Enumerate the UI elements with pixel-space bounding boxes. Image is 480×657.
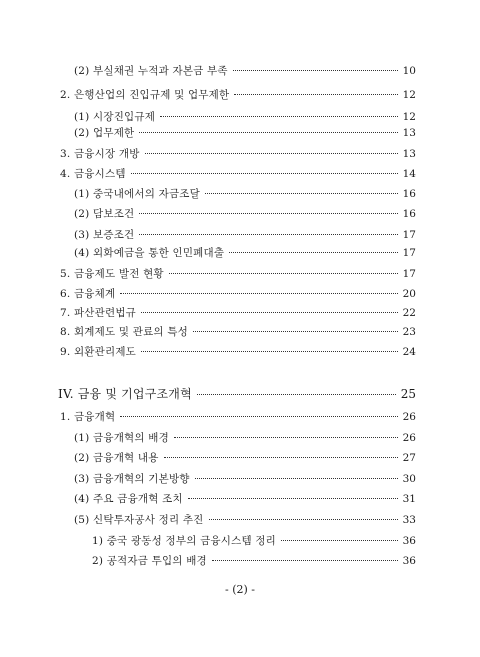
dot-leader: [193, 331, 398, 332]
toc-entry-page: 36: [402, 555, 416, 567]
dot-leader: [233, 70, 398, 71]
toc-entry: [74, 207, 416, 221]
page-number: - (2) -: [224, 583, 255, 596]
toc-entry: [60, 167, 416, 181]
toc-entry-label: (3) 보증조건: [74, 229, 135, 241]
toc-entry: [74, 110, 416, 124]
dot-leader: [141, 312, 398, 313]
toc-entry-label: 8. 회계제도 및 관료의 특성: [60, 326, 188, 338]
toc-entry: [60, 410, 416, 424]
toc-entry-label: 1) 중국 광동성 정부의 금융시스템 정리: [92, 535, 277, 547]
toc-entry-label: 2) 공적자금 투입의 배경: [92, 555, 207, 567]
toc-entry-page: 26: [402, 432, 416, 444]
toc-entry-label: 2. 은행산업의 진입규제 및 업무제한: [60, 89, 230, 101]
toc-entry-page: 16: [402, 188, 416, 200]
dot-leader: [139, 213, 397, 214]
toc-entry-label: (2) 담보조건: [74, 208, 135, 220]
toc-entry-page: 24: [402, 346, 416, 358]
toc-entry: [74, 492, 416, 506]
toc-entry-page: 12: [402, 89, 416, 101]
toc-entry-page: 17: [402, 229, 416, 241]
toc-entry-page: 17: [402, 247, 416, 259]
toc-entry: [60, 267, 416, 281]
toc-entry-label: 4. 금융시스템: [60, 168, 126, 180]
dot-leader: [164, 457, 398, 458]
dot-leader: [197, 394, 396, 395]
toc-entry-page: 10: [402, 65, 416, 77]
toc-entry-label: (1) 금융개혁의 배경: [74, 432, 169, 444]
toc-entry-label: (4) 외화예금을 통한 인민폐대출: [74, 247, 225, 259]
toc-entry-page: 33: [402, 514, 416, 526]
toc-entry-label: (2) 업무제한: [74, 127, 135, 139]
toc-entry-page: 13: [402, 127, 416, 139]
toc-entry: [74, 246, 416, 260]
dot-leader: [120, 293, 397, 294]
dot-leader: [229, 252, 397, 253]
toc-entry: [74, 431, 416, 445]
toc-entry: [60, 306, 416, 320]
toc-entry-page: 14: [402, 168, 416, 180]
toc-entry-page: 17: [402, 268, 416, 280]
toc-entry-page: 30: [402, 473, 416, 485]
toc-entry: [74, 64, 416, 78]
toc-entry: [74, 472, 416, 486]
toc-entry-page: 13: [402, 148, 416, 160]
dot-leader: [174, 437, 398, 438]
toc-entry-label: (4) 주요 금융개혁 조치: [74, 493, 183, 505]
dot-leader: [120, 416, 397, 417]
dot-leader: [281, 540, 398, 541]
dot-leader: [209, 519, 398, 520]
toc-entry-page: 16: [402, 208, 416, 220]
dot-leader: [188, 498, 398, 499]
dot-leader: [145, 153, 398, 154]
toc-entry-page: 23: [402, 326, 416, 338]
toc-entry: [74, 187, 416, 201]
toc-entry: [74, 513, 416, 527]
toc-entry: [74, 451, 416, 465]
toc-entry-label: 9. 외환관리제도: [60, 346, 137, 358]
dot-leader: [139, 132, 397, 133]
toc-entry: [74, 126, 416, 140]
toc-entry: [74, 228, 416, 242]
toc-entry: [92, 534, 416, 548]
toc-entry: [60, 345, 416, 359]
toc-entry-page: 12: [402, 111, 416, 123]
dot-leader: [131, 173, 398, 174]
toc-entry-label: (1) 중국내에서의 자금조달: [74, 188, 200, 200]
toc-entry-page: 36: [402, 535, 416, 547]
toc-entry-label: (2) 부실채권 누적과 자본금 부족: [74, 65, 228, 77]
dot-leader: [139, 234, 397, 235]
toc-entry-label: 3. 금융시장 개방: [60, 148, 140, 160]
toc-entry-page: 25: [400, 387, 416, 401]
toc-entry-label: 6. 금융체계: [60, 288, 116, 300]
dot-leader: [234, 94, 397, 95]
toc-entry: [92, 554, 416, 568]
toc-entry: [60, 88, 416, 102]
dot-leader: [195, 478, 398, 479]
toc-entry-page: 27: [402, 452, 416, 464]
toc-entry-page: 26: [402, 411, 416, 423]
toc-chapter-entry: [58, 387, 416, 401]
toc-entry: [60, 325, 416, 339]
toc-entry-label: 1. 금융개혁: [60, 411, 116, 423]
toc-entry-page: 22: [402, 307, 416, 319]
toc-entry-page: 31: [402, 493, 416, 505]
toc-entry: [60, 287, 416, 301]
dot-leader: [212, 560, 398, 561]
toc-entry-label: 5. 금융제도 발전 현황: [60, 268, 164, 280]
toc-entry-label: 7. 파산관련법규: [60, 307, 137, 319]
toc-entry-label: (2) 금융개혁 내용: [74, 452, 159, 464]
toc-entry-label: IV. 금융 및 기업구조개혁: [58, 387, 192, 401]
dot-leader: [169, 273, 398, 274]
dot-leader: [141, 351, 398, 352]
toc-entry-label: (1) 시장진입규제: [74, 111, 156, 123]
dot-leader: [160, 116, 398, 117]
toc-entry-label: (3) 금융개혁의 기본방향: [74, 473, 190, 485]
dot-leader: [205, 193, 398, 194]
toc-entry-label: (5) 신탁투자공사 정리 추진: [74, 514, 204, 526]
toc-entry-page: 20: [402, 288, 416, 300]
toc-entry: [60, 147, 416, 161]
